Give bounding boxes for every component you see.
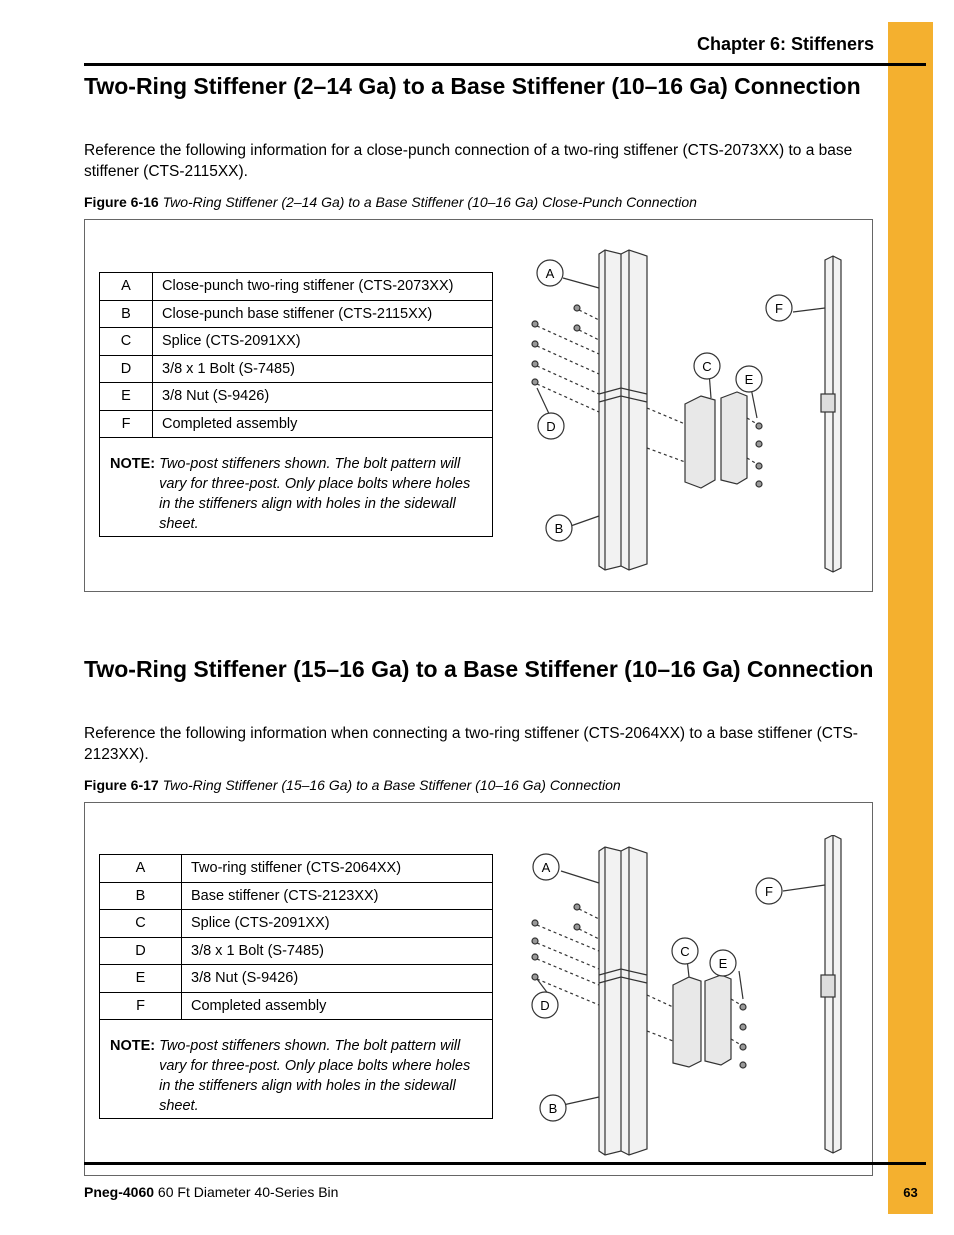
legend-row (100, 328, 493, 356)
section1-intro: Reference the following information for a close-punch connection of a two-ring stiffener (CTS-2073XX) to a base stiffener (CTS-2115XX). (84, 142, 853, 180)
figure-6-17-drawing (525, 835, 865, 1157)
legend-description: Base stiffener (CTS-2123XX) (182, 882, 493, 910)
footer-doc-number: Pneg-4060 (84, 1184, 155, 1200)
figure-6-16-drawing (525, 248, 865, 578)
legend-description: Splice (CTS-2091XX) (182, 910, 493, 938)
callout-b: B (548, 1101, 558, 1116)
section2-title: Two-Ring Stiffener (15–16 Ga) to a Base Stiffener (10–16 Ga) Connection (84, 656, 874, 682)
figure-6-17-legend-table (99, 854, 493, 1119)
callout-d: D (540, 998, 550, 1013)
legend-description: Two-ring stiffener (CTS-2064XX) (182, 855, 493, 883)
footer-rule (84, 1162, 926, 1165)
legend-row (100, 882, 493, 910)
page-number: 63 (903, 1185, 918, 1200)
legend-key: A (100, 855, 182, 883)
legend-row (100, 410, 493, 438)
callout-c: C (702, 359, 712, 374)
callout-a: A (545, 266, 555, 281)
section1-title: Two-Ring Stiffener (2–14 Ga) to a Base Stiffener (10–16 Ga) Connection (84, 73, 861, 99)
callout-e: E (718, 956, 728, 971)
legend-description: 3/8 Nut (S-9426) (182, 965, 493, 993)
legend-key: B (100, 300, 153, 328)
legend-row (100, 937, 493, 965)
stiffener-post (599, 847, 647, 1155)
legend-key: D (100, 355, 153, 383)
header-rule (84, 63, 926, 66)
legend-row (100, 355, 493, 383)
splice-plate (673, 977, 701, 1067)
legend-description: 3/8 Nut (S-9426) (153, 383, 493, 411)
legend-key: E (100, 965, 182, 993)
legend-description: 3/8 x 1 Bolt (S-7485) (153, 355, 493, 383)
note-text: Two-post stiffeners shown. The bolt pattern will vary for three-post. Only place bolts where holes in the stiffeners align with holes in the sidewall sheet. (159, 456, 471, 532)
legend-description: Close-punch base stiffener (CTS-2115XX) (153, 300, 493, 328)
chapter-heading: Chapter 6: Stiffeners (696, 34, 874, 54)
legend-key: D (100, 937, 182, 965)
legend-key: B (100, 882, 182, 910)
legend-row (100, 383, 493, 411)
figure-6-17-label: Figure 6-17 (84, 777, 159, 793)
chapter-side-tab (888, 22, 933, 1214)
legend-description: 3/8 x 1 Bolt (S-7485) (182, 937, 493, 965)
callout-c: C (680, 944, 690, 959)
figure-6-17-note (100, 1020, 493, 1119)
legend-row (100, 910, 493, 938)
callout-f: F (765, 884, 773, 899)
note-label: NOTE: (110, 456, 156, 472)
legend-row (100, 992, 493, 1020)
figure-6-17-box (84, 802, 873, 1176)
legend-row (100, 965, 493, 993)
legend-row (100, 300, 493, 328)
footer (84, 1184, 338, 1200)
legend-description: Splice (CTS-2091XX) (153, 328, 493, 356)
legend-row (100, 273, 493, 301)
legend-key: C (100, 328, 153, 356)
legend-description: Close-punch two-ring stiffener (CTS-2073XX) (153, 273, 493, 301)
splice-plate (685, 396, 715, 488)
figure-6-17-title: Two-Ring Stiffener (15–16 Ga) to a Base Stiffener (10–16 Ga) Connection (162, 777, 621, 793)
figure-6-16-legend-table (99, 272, 493, 537)
legend-key: E (100, 383, 153, 411)
callout-a: A (541, 860, 551, 875)
note-label: NOTE: (110, 1038, 156, 1054)
legend-description: Completed assembly (153, 410, 493, 438)
legend-description: Completed assembly (182, 992, 493, 1020)
callout-b: B (554, 521, 564, 536)
figure-6-16-caption (84, 194, 697, 210)
section2-intro: Reference the following information when connecting a two-ring stiffener (CTS-2064XX) to a base stiffener (CTS-2123XX). (84, 725, 858, 763)
note-text: Two-post stiffeners shown. The bolt pattern will vary for three-post. Only place bolts where holes in the stiffeners align with holes in the sidewall sheet. (159, 1038, 471, 1114)
figure-6-16-box (84, 219, 873, 592)
stiffener-post (599, 250, 647, 570)
legend-key: F (100, 410, 153, 438)
callout-d: D (546, 419, 556, 434)
callout-f: F (775, 301, 783, 316)
legend-key: A (100, 273, 153, 301)
legend-key: C (100, 910, 182, 938)
figure-6-16-note (100, 438, 493, 537)
figure-6-16-title: Two-Ring Stiffener (2–14 Ga) to a Base Stiffener (10–16 Ga) Close-Punch Connection (162, 194, 697, 210)
callout-e: E (744, 372, 754, 387)
figure-6-17-caption (84, 777, 621, 793)
legend-key: F (100, 992, 182, 1020)
figure-6-16-label: Figure 6-16 (84, 194, 159, 210)
footer-doc-title: 60 Ft Diameter 40-Series Bin (154, 1184, 339, 1200)
legend-row (100, 855, 493, 883)
